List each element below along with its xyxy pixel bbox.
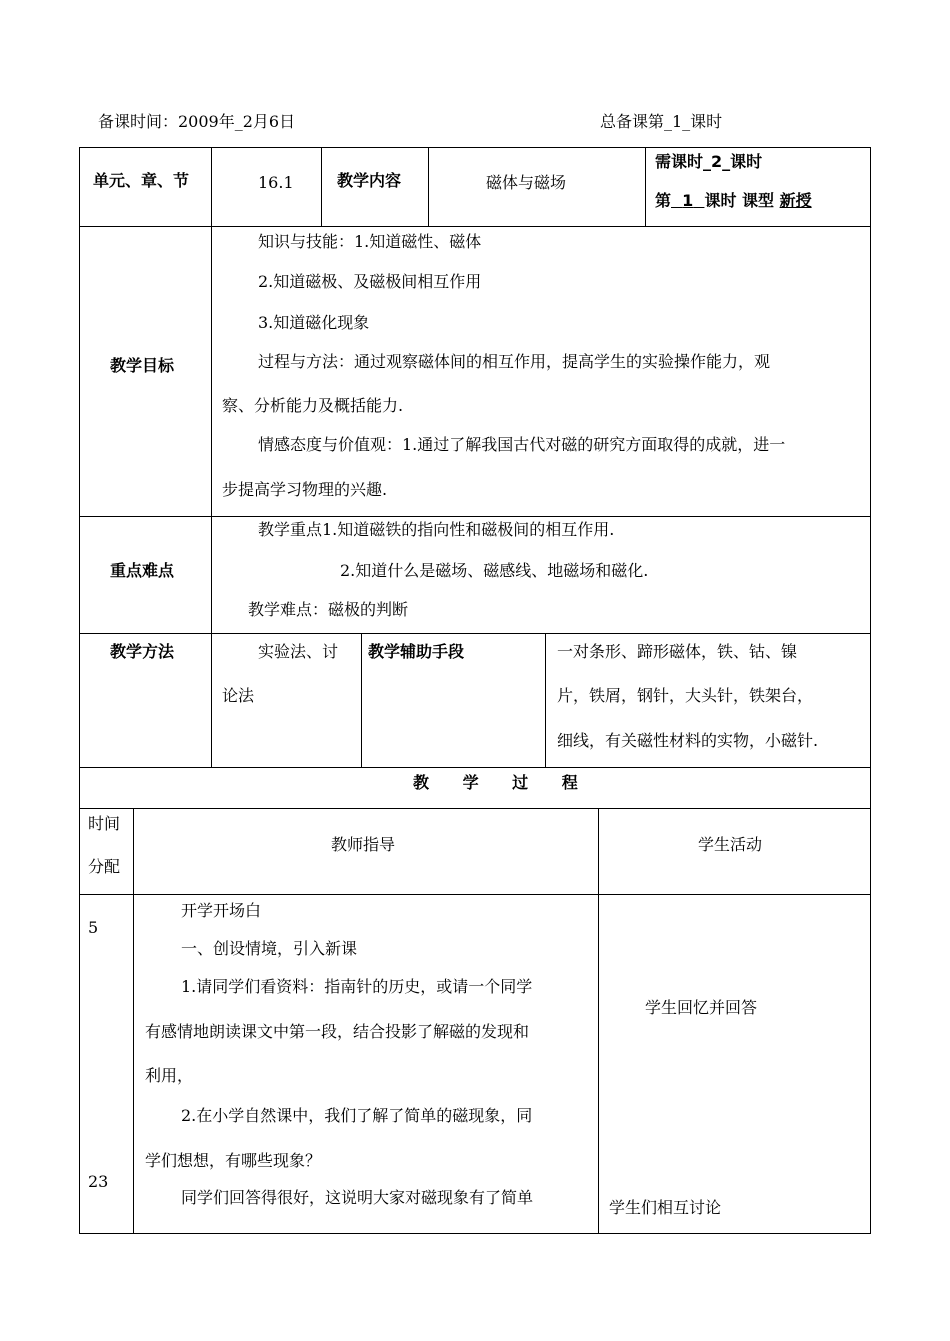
objective-line: 步提高学习物理的兴趣. — [222, 480, 388, 499]
process-title: 教 学 过 程 — [413, 773, 592, 792]
teacher-line: 学们想想，有哪些现象？ — [145, 1151, 322, 1170]
objectives-label: 教学目标 — [110, 356, 175, 375]
methods-label: 教学方法 — [110, 642, 175, 661]
lesson-prefix: 第 — [655, 191, 672, 210]
lesson-type-line — [655, 191, 812, 211]
teacher-line: 开学开场白 — [181, 901, 262, 920]
key-point-line: 2.知道什么是磁场、磁感线、地磁场和磁化. — [340, 561, 649, 580]
lesson-number: 1 — [682, 191, 694, 210]
objective-line: 知识与技能：1.知道磁性、磁体 — [258, 232, 482, 251]
lesson-mid: 课时 课型 — [704, 191, 775, 210]
objective-line: 过程与方法：通过观察磁体间的相互作用，提高学生的实验操作能力，观 — [258, 352, 771, 371]
prep-time: 备课时间：2009年_2月6日 — [98, 112, 296, 131]
teacher-line: 1.请同学们看资料：指南针的历史，或请一个同学 — [181, 977, 533, 996]
objective-line: 情感态度与价值观：1.通过了解我国古代对磁的研究方面取得的成就，进一 — [258, 435, 786, 454]
teaching-aids-value: 细线，有关磁性材料的实物，小磁针. — [557, 731, 819, 750]
teaching-aids-value: 片，铁屑，钢针，大头针，铁架台， — [557, 686, 814, 705]
teaching-aids-value: 一对条形、蹄形磁体，铁、钴、镍 — [557, 642, 798, 661]
teacher-line: 利用， — [145, 1066, 194, 1085]
objective-line: 察、分析能力及概括能力. — [222, 396, 404, 415]
unit-value: 16.1 — [258, 173, 294, 192]
teaching-aids-label: 教学辅助手段 — [368, 642, 465, 661]
col-teacher-header: 教师指导 — [331, 835, 396, 854]
col-time-header: 时间 — [88, 814, 121, 833]
methods-value: 实验法、讨 — [258, 642, 339, 661]
key-point-line: 教学重点1.知道磁铁的指向性和磁极间的相互作用. — [258, 520, 615, 539]
teacher-line: 一、创设情境，引入新课 — [181, 939, 358, 958]
objective-line: 2.知道磁极、及磁极间相互作用 — [258, 272, 482, 291]
teacher-line: 2.在小学自然课中，我们了解了简单的磁现象，同 — [181, 1106, 533, 1125]
time-value: 5 — [88, 918, 99, 937]
objective-line: 3.知道磁化现象 — [258, 313, 370, 332]
time-value: 23 — [88, 1172, 109, 1191]
unit-label: 单元、章、节 — [93, 171, 190, 190]
lesson-type: 新授 — [779, 191, 812, 210]
col-student-header: 学生活动 — [698, 835, 763, 854]
difficulty-line: 教学难点：磁极的判断 — [248, 600, 409, 619]
student-activity: 学生们相互讨论 — [609, 1198, 722, 1217]
teacher-line: 同学们回答得很好，这说明大家对磁现象有了简单 — [181, 1188, 534, 1207]
key-points-label: 重点难点 — [110, 561, 175, 580]
content-value: 磁体与磁场 — [486, 173, 567, 192]
teacher-line: 有感情地朗读课文中第一段，结合投影了解磁的发现和 — [145, 1022, 530, 1041]
total-lesson-count: 总备课第_1_课时 — [600, 112, 723, 131]
student-activity: 学生回忆并回答 — [645, 998, 758, 1017]
hours-needed: 需课时_2_课时 — [655, 152, 763, 171]
col-time-header: 分配 — [88, 857, 121, 876]
methods-value: 论法 — [222, 686, 255, 705]
content-label: 教学内容 — [337, 171, 402, 190]
